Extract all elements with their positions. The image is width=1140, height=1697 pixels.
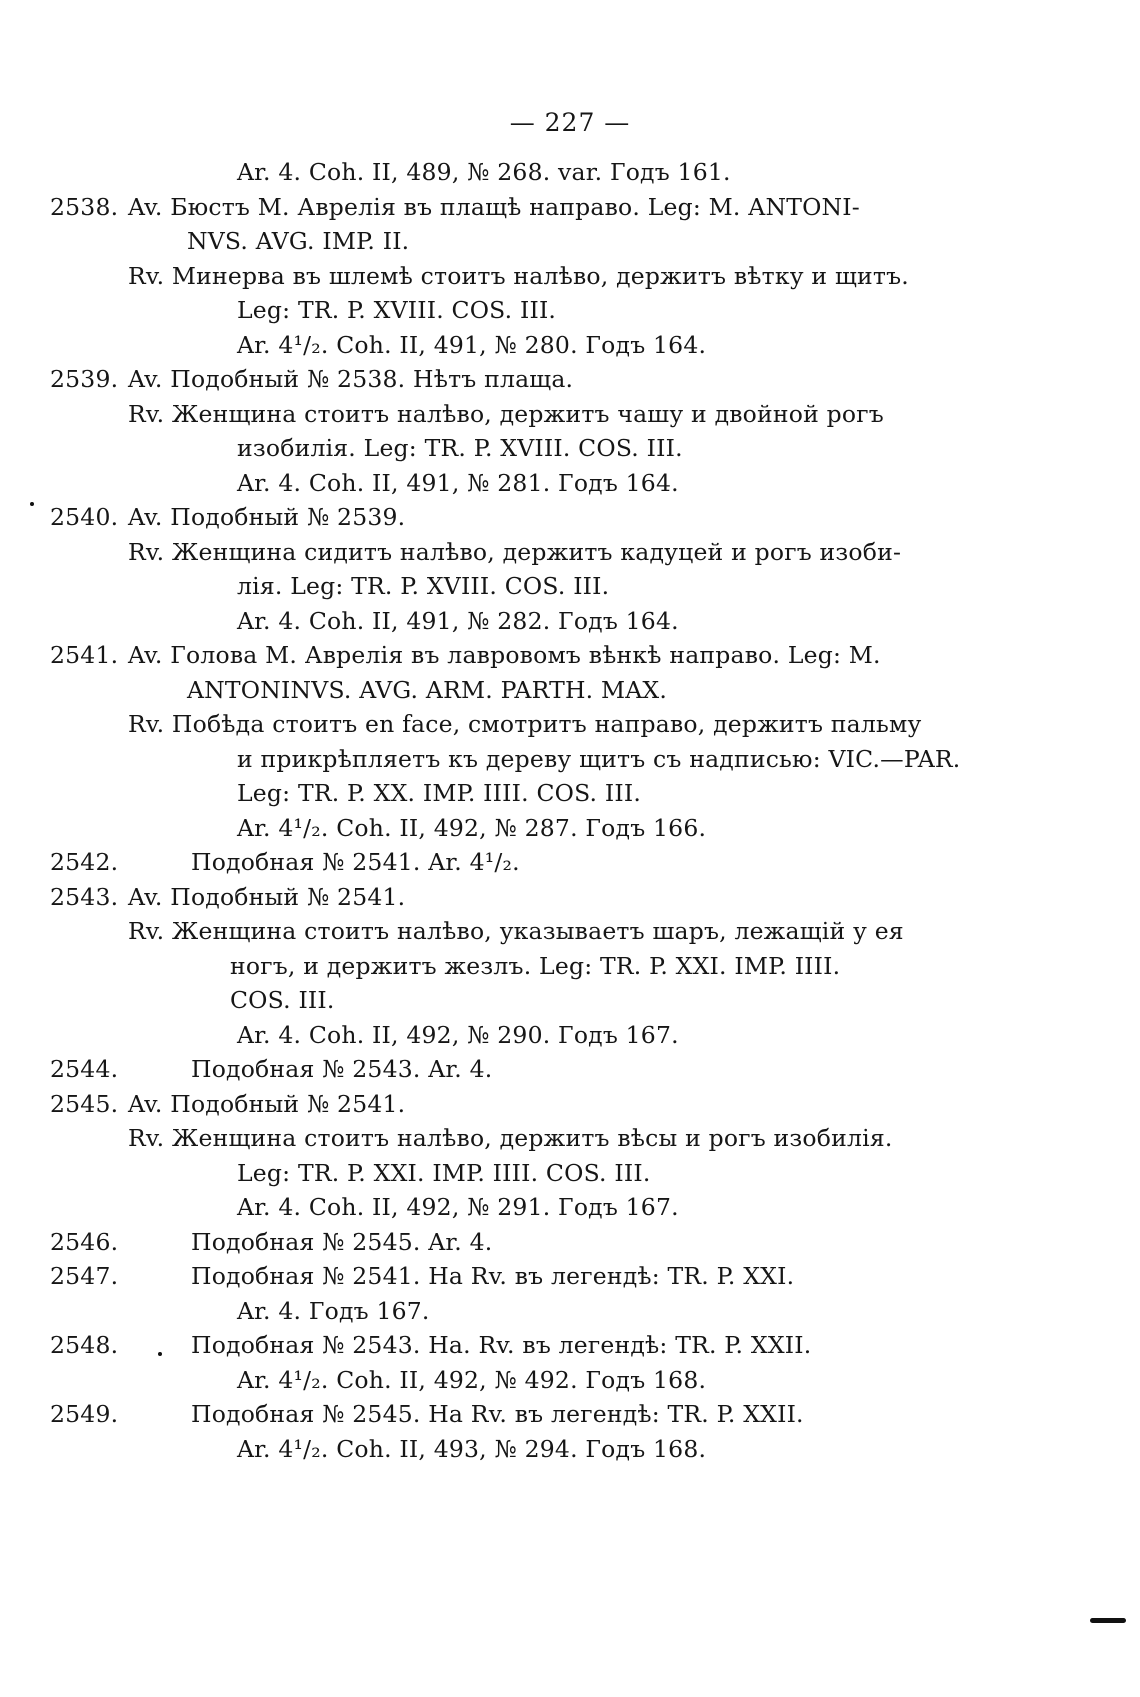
entry-number: 2547.	[50, 1262, 119, 1290]
entry-continuation-line	[50, 397, 900, 432]
entry-number: 2538.	[50, 192, 119, 221]
entry-first-line	[50, 1052, 900, 1087]
entry-continuation-line	[50, 569, 900, 604]
entry-text: Ar. 4. Coh. II, 491, № 282. Годъ 164.	[237, 606, 679, 635]
entry-text: и прикрѣпляетъ къ дереву щитъ съ надписью: VIC.—PAR.	[237, 744, 961, 773]
entry-continuation-line	[50, 1432, 900, 1467]
entry-text: Подобная № 2543. Ar. 4.	[191, 1055, 493, 1083]
entry-text: Подобная № 2541. На Rv. въ легендѣ: TR. P. XXI.	[191, 1262, 795, 1290]
entry-number: 2546.	[50, 1227, 119, 1256]
entry-text: Av. Подобный № 2541.	[128, 1089, 406, 1118]
entry-continuation-line	[50, 707, 922, 742]
entry-text: лія. Leg: TR. P. XVIII. COS. III.	[237, 572, 610, 600]
entry-continuation-line	[50, 259, 909, 294]
entry-text: Av. Подобный № 2538. Нѣтъ плаща.	[128, 365, 574, 393]
entry-number: 2548.	[50, 1331, 119, 1359]
entry-text: Av. Голова M. Аврелія въ лавровомъ вѣнкѣ направо. Leg: M.	[128, 641, 881, 669]
entry-text: Ar. 4. Coh. II, 492, № 291. Годъ 167.	[237, 1193, 679, 1221]
entry-text: Подобная № 2545. На Rv. въ легендѣ: TR. P. XXII.	[191, 1400, 804, 1428]
entry-first-line	[50, 1259, 900, 1294]
entry-continuation-line	[50, 1156, 900, 1191]
entry-number: 2542.	[50, 848, 119, 876]
entry-continuation-line	[50, 155, 900, 190]
entry-continuation-line	[50, 466, 900, 501]
entry-number: 2540.	[50, 503, 119, 531]
entry-continuation-line	[50, 1294, 900, 1329]
entry-text: Ar. 4. Coh. II, 489, № 268. var. Годъ 161.	[237, 158, 731, 186]
entry-text: Rv. Женщина стоитъ налѣво, держитъ вѣсы и рогъ изобилія.	[128, 1124, 893, 1152]
entry-text: Leg: TR. P. XX. IMP. IIII. COS. III.	[237, 779, 642, 807]
entry-text: ANTONINVS. AVG. ARM. PARTH. MAX.	[187, 675, 668, 704]
scan-mark	[1090, 1618, 1126, 1623]
entry-continuation-line	[50, 604, 900, 639]
entry-text: Rv. Женщина сидитъ налѣво, держитъ кадуцей и рогъ изоби-	[128, 537, 902, 566]
entry-first-line	[50, 1225, 900, 1260]
entry-continuation-line	[50, 293, 900, 328]
entry-text: Ar. 4¹/₂. Coh. II, 493, № 294. Годъ 168.	[237, 1434, 707, 1463]
entry-text: Ar. 4. Годъ 167.	[237, 1296, 430, 1325]
entry-continuation-line	[50, 328, 900, 363]
entry-continuation-line	[50, 776, 900, 811]
entry-first-line	[50, 190, 900, 225]
entry-continuation-line	[50, 811, 900, 846]
entry-text: Подобная № 2543. На. Rv. въ легендѣ: TR. P. XXII.	[191, 1331, 812, 1359]
entry-text: COS. III.	[230, 986, 335, 1014]
entry-text: Ar. 4¹/₂. Coh. II, 492, № 492. Годъ 168.	[237, 1365, 707, 1394]
entry-continuation-line	[50, 1190, 900, 1225]
entry-continuation-line	[50, 535, 900, 570]
entry-text: NVS. AVG. IMP. II.	[187, 227, 410, 255]
entry-first-line	[50, 500, 900, 535]
entry-text: Av. Бюстъ M. Аврелія въ плащѣ направо. Leg: M. ANTONI-	[128, 192, 860, 221]
entry-text: изобилія. Leg: TR. P. XVIII. COS. III.	[237, 434, 683, 462]
entry-first-line	[50, 1328, 900, 1363]
entry-text: Подобная № 2545. Ar. 4.	[191, 1227, 493, 1256]
entry-text: Rv. Женщина стоитъ налѣво, держитъ чашу и двойной рогъ	[128, 399, 884, 428]
entry-text: Подобная № 2541. Ar. 4¹/₂.	[191, 848, 520, 876]
catalog-entries	[50, 155, 961, 1466]
entry-number: 2543.	[50, 882, 119, 911]
entry-text: Rv. Минерва въ шлемѣ стоитъ налѣво, держитъ вѣтку и щитъ.	[128, 261, 909, 290]
entry-number: 2549.	[50, 1400, 119, 1428]
entry-text: ногъ, и держитъ жезлъ. Leg: TR. P. XXI. IMP. IIII.	[230, 951, 841, 980]
entry-text: Rv. Женщина стоитъ налѣво, указываетъ шаръ, лежащій у ея	[128, 917, 904, 945]
entry-continuation-line	[50, 983, 900, 1018]
entry-text: Leg: TR. P. XVIII. COS. III.	[237, 296, 557, 324]
entry-continuation-line	[50, 1363, 900, 1398]
entry-first-line	[50, 1087, 900, 1122]
page-number: — 227 —	[509, 108, 631, 137]
entry-continuation-line	[50, 1018, 900, 1053]
scan-speck	[30, 502, 34, 506]
entry-first-line	[50, 1397, 900, 1432]
entry-continuation-line	[50, 742, 961, 777]
entry-continuation-line	[50, 431, 900, 466]
entry-number: 2544.	[50, 1055, 119, 1083]
entry-continuation-line	[50, 914, 904, 949]
entry-text: Av. Подобный № 2541.	[128, 882, 406, 911]
entry-number: 2541.	[50, 641, 119, 669]
entry-number: 2539.	[50, 365, 119, 393]
entry-continuation-line	[50, 224, 900, 259]
entry-first-line	[50, 845, 900, 880]
entry-first-line	[50, 880, 900, 915]
entry-continuation-line	[50, 949, 900, 984]
entry-text: Ar. 4¹/₂. Coh. II, 491, № 280. Годъ 164.	[237, 330, 707, 359]
entry-text: Ar. 4. Coh. II, 491, № 281. Годъ 164.	[237, 468, 679, 497]
entry-continuation-line	[50, 1121, 900, 1156]
entry-text: Rv. Побѣда стоитъ en face, смотритъ направо, держитъ пальму	[128, 710, 922, 738]
entry-first-line	[50, 362, 900, 397]
entry-text: Ar. 4. Coh. II, 492, № 290. Годъ 167.	[237, 1020, 679, 1049]
entry-text: Leg: TR. P. XXI. IMP. IIII. COS. III.	[237, 1158, 651, 1187]
scan-speck	[158, 1352, 162, 1356]
entry-first-line	[50, 638, 900, 673]
entry-number: 2545.	[50, 1089, 119, 1118]
entry-continuation-line	[50, 673, 900, 708]
entry-text: Av. Подобный № 2539.	[128, 503, 406, 531]
entry-text: Ar. 4¹/₂. Coh. II, 492, № 287. Годъ 166.	[237, 813, 707, 842]
